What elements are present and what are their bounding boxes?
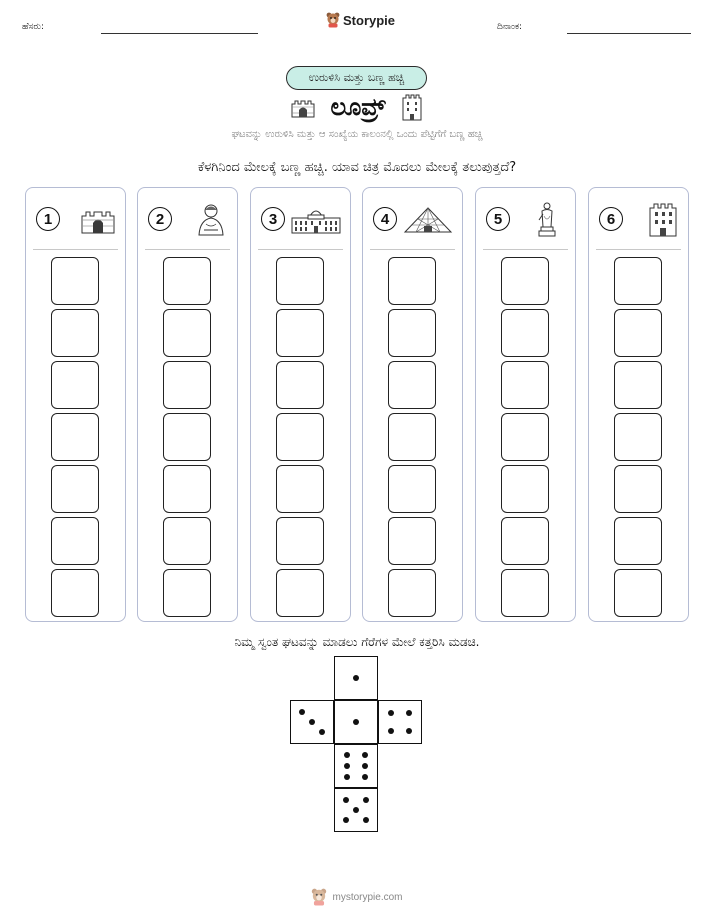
bear-mascot-icon <box>311 888 327 906</box>
column-divider <box>33 249 118 250</box>
die-pip <box>362 763 368 769</box>
column-divider <box>596 249 681 250</box>
color-box[interactable] <box>51 257 99 305</box>
column-4 <box>362 187 463 622</box>
die-face-five <box>334 788 378 832</box>
name-line[interactable] <box>101 33 258 34</box>
die-pip <box>388 728 394 734</box>
die-face-six <box>334 744 378 788</box>
color-box[interactable] <box>276 517 324 565</box>
glass-pyramid-icon <box>402 204 454 234</box>
stone-tower-icon <box>646 201 680 237</box>
column-2 <box>137 187 238 622</box>
die-face-three <box>290 700 334 744</box>
color-box[interactable] <box>614 569 662 617</box>
die-pip <box>353 675 359 681</box>
color-box[interactable] <box>388 309 436 357</box>
color-box[interactable] <box>501 413 549 461</box>
die-net[interactable] <box>290 656 424 836</box>
color-box[interactable] <box>614 465 662 513</box>
color-box[interactable] <box>388 361 436 409</box>
color-box[interactable] <box>51 309 99 357</box>
die-pip <box>343 817 349 823</box>
color-box[interactable] <box>501 309 549 357</box>
color-box[interactable] <box>276 569 324 617</box>
statue-icon <box>527 200 567 238</box>
die-pip <box>343 797 349 803</box>
die-pip <box>344 763 350 769</box>
color-box[interactable] <box>501 517 549 565</box>
color-box[interactable] <box>276 361 324 409</box>
color-box[interactable] <box>614 361 662 409</box>
question: ಕೆಳಗಿನಿಂದ ಮೇಲಕ್ಕೆ ಬಣ್ಣ ಹಚ್ಚಿ. ಯಾವ ಚಿತ್ರ ಮೊದಲು ಮೇಲಕ್ಕೆ ತಲುಪುತ್ತದೆ? <box>197 160 517 175</box>
cutout-instruction: ನಿಮ್ಮ ಸ್ವಂತ ಘಟವನ್ನು ಮಾಡಲು ಗೆರೆಗಳ ಮೇಲೆ ಕತ್ತರಿಸಿ ಮಡಚಿ. <box>234 635 480 649</box>
column-divider <box>145 249 230 250</box>
color-box[interactable] <box>51 361 99 409</box>
die-pip <box>353 719 359 725</box>
column-number: 4 <box>373 207 397 231</box>
color-box[interactable] <box>163 569 211 617</box>
column-6 <box>588 187 689 622</box>
die-pip <box>406 710 412 716</box>
color-box[interactable] <box>501 257 549 305</box>
color-box[interactable] <box>276 309 324 357</box>
column-3 <box>250 187 351 622</box>
footer <box>0 888 714 906</box>
color-box[interactable] <box>163 465 211 513</box>
color-box[interactable] <box>614 309 662 357</box>
color-box[interactable] <box>276 257 324 305</box>
column-number: 2 <box>148 207 172 231</box>
die-pip <box>363 817 369 823</box>
color-box[interactable] <box>388 465 436 513</box>
column-1 <box>25 187 126 622</box>
color-box[interactable] <box>163 361 211 409</box>
die-face-one <box>334 700 378 744</box>
portrait-woman-icon <box>193 202 229 236</box>
die-pip <box>344 774 350 780</box>
die-face-four <box>378 700 422 744</box>
castle-gate-icon <box>290 96 316 118</box>
color-box[interactable] <box>614 257 662 305</box>
date-label: ದಿನಾಂಕ: <box>497 22 523 32</box>
color-box[interactable] <box>388 257 436 305</box>
die-pip <box>406 728 412 734</box>
die-pip <box>362 774 368 780</box>
color-box[interactable] <box>614 413 662 461</box>
color-box[interactable] <box>51 569 99 617</box>
bear-mascot-icon <box>326 12 340 28</box>
die-pip <box>319 729 325 735</box>
column-divider <box>483 249 568 250</box>
column-divider <box>258 249 343 250</box>
column-divider <box>370 249 455 250</box>
castle-gate-icon <box>79 204 117 234</box>
column-number: 3 <box>261 207 285 231</box>
stone-tower-icon <box>400 93 424 121</box>
footer-site[interactable]: mystorypie.com <box>332 891 403 903</box>
die-pip <box>363 797 369 803</box>
die-pip <box>353 807 359 813</box>
color-box[interactable] <box>163 413 211 461</box>
color-box[interactable] <box>388 517 436 565</box>
column-number: 6 <box>599 207 623 231</box>
color-box[interactable] <box>614 517 662 565</box>
color-box[interactable] <box>163 517 211 565</box>
column-number: 1 <box>36 207 60 231</box>
color-box[interactable] <box>51 517 99 565</box>
die-pip <box>362 752 368 758</box>
column-5 <box>475 187 576 622</box>
column-number: 5 <box>486 207 510 231</box>
color-box[interactable] <box>163 257 211 305</box>
color-box[interactable] <box>276 465 324 513</box>
page-title: ಲೂವ್ರ್ <box>330 93 386 121</box>
name-label: ಹೆಸರು: <box>22 22 45 32</box>
die-face-one <box>334 656 378 700</box>
subtitle: ಘಟವನ್ನು ಉರುಳಿಸಿ ಮತ್ತು ಆ ಸಂಖ್ಯೆಯ ಕಾಲಂನಲ್ಲಿ ಒಂದು ಪೆಟ್ಟಿಗೆಗೆ ಬಣ್ಣ ಹಚ್ಚಿ <box>231 129 483 140</box>
color-box[interactable] <box>51 413 99 461</box>
color-box[interactable] <box>163 309 211 357</box>
color-box[interactable] <box>388 569 436 617</box>
die-pip <box>388 710 394 716</box>
color-box[interactable] <box>501 465 549 513</box>
die-pip <box>309 719 315 725</box>
palace-building-icon <box>290 204 342 234</box>
color-box[interactable] <box>501 569 549 617</box>
color-box[interactable] <box>388 413 436 461</box>
activity-badge: ಉರುಳಿಸಿ ಮತ್ತು ಬಣ್ಣ ಹಚ್ಚಿ <box>286 66 427 90</box>
title-row <box>0 93 714 121</box>
brand-name: Storypie <box>343 12 396 28</box>
die-pip <box>344 752 350 758</box>
color-box[interactable] <box>276 413 324 461</box>
color-box[interactable] <box>501 361 549 409</box>
date-line[interactable] <box>567 33 691 34</box>
die-pip <box>299 709 305 715</box>
brand-logo <box>326 12 395 28</box>
color-box[interactable] <box>51 465 99 513</box>
